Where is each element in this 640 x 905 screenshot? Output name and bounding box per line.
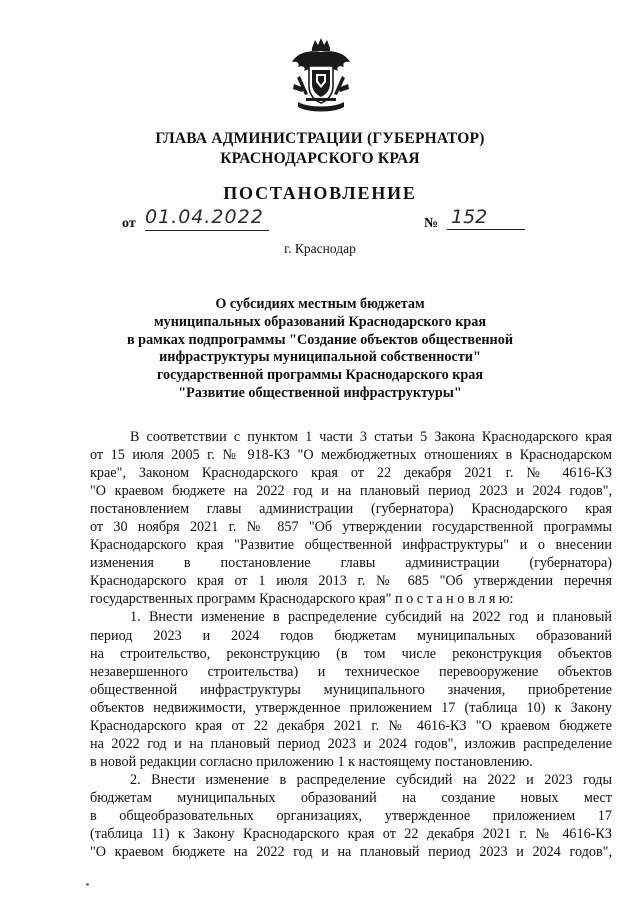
authority-title-line-2: КРАСНОДАРСКОГО КРАЯ <box>220 150 420 167</box>
body-line: изменения в постановление главы администрации (губернатора) <box>90 555 612 572</box>
paragraph-1-line: Краснодарского края от 22 декабря 2021 г. № 4616-КЗ "О краевом бюджете <box>90 717 612 734</box>
paragraph-1-line: в новой редакции согласно приложению 1 к настоящему постановлению. <box>90 753 533 770</box>
paragraph-2-line: бюджетам муниципальных образований на создание новых мест <box>90 789 612 806</box>
paragraph-1-line: на 2022 год и на плановый период 2023 и 2024 годов", изложив распределение <box>90 735 612 752</box>
body-line: В соответствии с пунктом 1 части 3 статьи 5 Закона Краснодарского края <box>130 429 612 445</box>
body-line: от 15 июля 2005 г. № 918-КЗ "О межбюджетных отношениях в Краснодарском <box>90 447 612 464</box>
krasnodar-coat-of-arms-emblem <box>288 36 354 114</box>
subject-line: О субсидиях местным бюджетам <box>215 296 425 312</box>
body-line: Краснодарского края от 1 июля 2013 г. № 685 "Об утверждении перечня <box>90 573 612 590</box>
paragraph-1-line: период 2023 и 2024 годов бюджетам муниципальных образований <box>90 627 612 644</box>
resolution-body-text <box>90 428 612 861</box>
paragraph-1-line: объектов недвижимости, утвержденное приложением 17 (таблица 10) к Закону <box>90 699 612 716</box>
paragraph-2-line: "О краевом бюджете на 2022 год и на плановый период 2023 и 2024 годов", <box>90 844 612 861</box>
paragraph-2-line: 2. Внести изменение в распределение субсидий на 2022 и 2023 годы <box>130 771 612 788</box>
subject-line: в рамках подпрограммы "Создание объектов общественной <box>126 331 514 348</box>
handwritten-number: 152 <box>447 206 525 230</box>
paragraph-1-line: на строительство, реконструкцию (в том числе реконструкция объектов <box>90 645 612 662</box>
body-line: государственных программ Краснодарского края" п о с т а н о в л я ю: <box>90 591 514 608</box>
subject-line: муниципальных образований Краснодарского края <box>153 313 487 330</box>
authority-title-line-1: ГЛАВА АДМИНИСТРАЦИИ (ГУБЕРНАТОР) <box>155 130 485 147</box>
paragraph-2-line: в общеобразовательных организациях, утвержденное приложением 17 <box>90 807 612 824</box>
paragraph-1-line: общественной инфраструктуры муниципального значения, приобретение <box>90 681 612 698</box>
body-line: постановлением главы администрации (губернатора) Краснодарского края <box>90 501 612 518</box>
handwritten-date: 01.04.2022 <box>145 206 269 231</box>
scan-artifact-dot <box>86 883 89 886</box>
resolution-subject-title <box>90 296 550 403</box>
body-line: крае", Законом Краснодарского края от 22 декабря 2021 г. № 4616-КЗ <box>90 465 612 482</box>
paragraph-1-line: 1. Внести изменение в распределение субсидий на 2022 год и плановый <box>130 609 612 626</box>
body-line: от 30 ноября 2021 г. № 857 "Об утверждении государственной программы <box>90 519 612 536</box>
city-of-issue: г. Краснодар <box>284 241 356 256</box>
body-line: Краснодарского края "Развитие общественной инфраструктуры" и о внесении <box>90 537 612 554</box>
document-type-title: ПОСТАНОВЛЕНИЕ <box>223 183 417 203</box>
subject-line: государственной программы Краснодарского края <box>156 367 484 384</box>
paragraph-2-line: (таблица 11) к Закону Краснодарского края от 22 декабря 2021 г. № 4616-КЗ <box>90 826 612 843</box>
number-label: № <box>424 216 439 231</box>
subject-line: инфраструктуры муниципальной собственности" <box>159 349 481 366</box>
subject-line: "Развитие общественной инфраструктуры" <box>178 384 462 401</box>
body-line: "О краевом бюджете на 2022 год и на плановый период 2023 и 2024 годов", <box>90 483 612 500</box>
paragraph-1-line: незавершенного строительства) и техническое перевооружение объектов <box>90 663 612 680</box>
date-label: от <box>122 216 136 231</box>
